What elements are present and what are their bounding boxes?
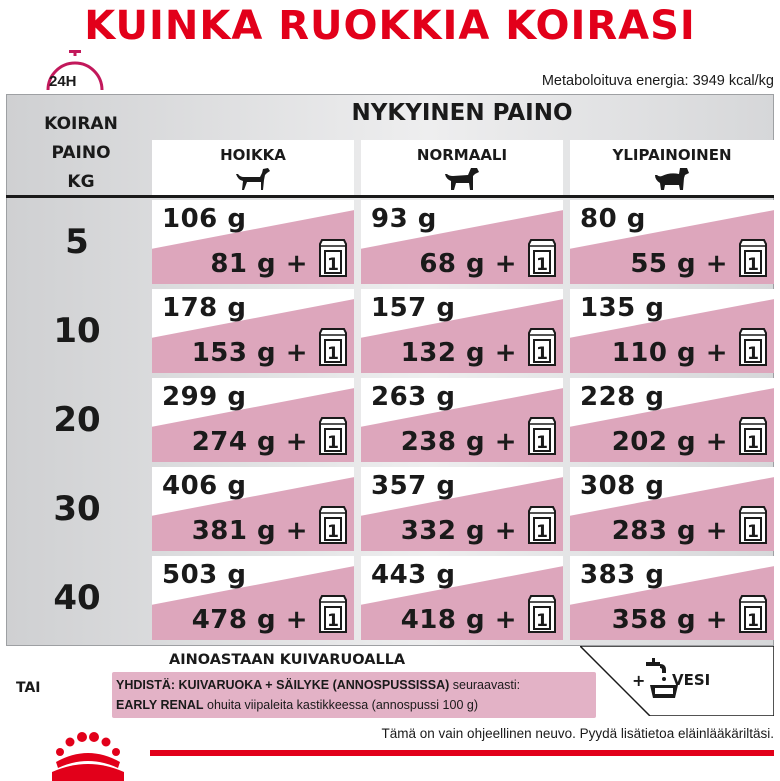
feeding-cell xyxy=(152,378,354,462)
mixed-food-amount: 202 g + xyxy=(611,427,728,457)
svg-text:1: 1 xyxy=(327,611,339,631)
column-header-normal: NORMAALI xyxy=(361,140,563,195)
mixed-food-amount: 332 g + xyxy=(400,516,517,546)
mixed-food-amount: 68 g + xyxy=(419,249,517,279)
feeding-cell xyxy=(361,467,563,551)
svg-text:1: 1 xyxy=(327,522,339,542)
pouch-icon xyxy=(318,505,348,545)
mixed-food-amount: 110 g + xyxy=(611,338,728,368)
pouch-icon xyxy=(318,594,348,634)
metabolizable-energy: Metaboloituva energia: 3949 kcal/kg xyxy=(541,73,774,89)
pouch-icon xyxy=(527,594,557,634)
royal-canin-crown-logo xyxy=(32,728,152,781)
feeding-cell xyxy=(152,556,354,640)
mixed-food-amount: 358 g + xyxy=(611,605,728,635)
mixed-food-amount: 283 g + xyxy=(611,516,728,546)
pouch-icon xyxy=(738,416,768,456)
mixed-food-amount: 381 g + xyxy=(191,516,308,546)
feeding-cell xyxy=(361,289,563,373)
feeding-cell xyxy=(152,467,354,551)
dry-food-amount: 443 g xyxy=(371,560,456,590)
svg-text:1: 1 xyxy=(327,344,339,364)
slim-dog-icon xyxy=(233,166,273,192)
column-header-overweight: YLIPAINOINEN xyxy=(570,140,774,195)
mixed-food-amount: 274 g + xyxy=(191,427,308,457)
page-title: KUINKA RUOKKIA KOIRASI xyxy=(84,3,696,49)
svg-text:1: 1 xyxy=(536,522,548,542)
dry-food-amount: 106 g xyxy=(162,204,247,234)
feeding-cell xyxy=(570,200,774,284)
feeding-cell xyxy=(570,289,774,373)
svg-text:1: 1 xyxy=(747,522,759,542)
pouch-icon xyxy=(738,505,768,545)
feeding-cell xyxy=(361,556,563,640)
svg-text:1: 1 xyxy=(747,255,759,275)
dog-weight-header: KOIRAN PAINO KG xyxy=(44,114,118,192)
feeding-cell xyxy=(570,378,774,462)
pouch-icon xyxy=(527,327,557,367)
clock-label: 24H xyxy=(49,73,77,90)
svg-text:1: 1 xyxy=(536,433,548,453)
normal-dog-icon xyxy=(442,166,482,192)
pouch-icon xyxy=(738,327,768,367)
pouch-icon xyxy=(738,238,768,278)
pouch-icon xyxy=(318,327,348,367)
dry-food-amount: 228 g xyxy=(580,382,665,412)
mixed-food-amount: 81 g + xyxy=(210,249,308,279)
svg-text:1: 1 xyxy=(747,611,759,631)
feeding-cell xyxy=(570,467,774,551)
brand-red-bar xyxy=(150,750,774,756)
dry-food-amount: 93 g xyxy=(371,204,437,234)
combination-note-line1: YHDISTÄ: KUIVARUOKA + SÄILYKE (ANNOSPUSSISSA) seuraavasti: xyxy=(116,678,521,692)
dry-food-amount: 503 g xyxy=(162,560,247,590)
feeding-cell xyxy=(152,289,354,373)
weight-row-label: 30 xyxy=(53,489,101,529)
mixed-food-amount: 153 g + xyxy=(191,338,308,368)
water-label: VESI xyxy=(672,671,711,689)
dry-food-amount: 383 g xyxy=(580,560,665,590)
svg-text:1: 1 xyxy=(536,255,548,275)
weight-row-label: 5 xyxy=(65,222,89,262)
dry-food-amount: 263 g xyxy=(371,382,456,412)
feeding-cell xyxy=(361,378,563,462)
svg-text:1: 1 xyxy=(536,611,548,631)
current-weight-header: NYKYINEN PAINO xyxy=(351,100,573,126)
dry-food-amount: 308 g xyxy=(580,471,665,501)
dry-food-amount: 357 g xyxy=(371,471,456,501)
water-plus-sign: + xyxy=(632,671,646,690)
mixed-food-amount: 132 g + xyxy=(400,338,517,368)
dry-food-amount: 406 g xyxy=(162,471,247,501)
feeding-cell xyxy=(570,556,774,640)
or-label: TAI xyxy=(16,680,41,696)
dry-food-amount: 157 g xyxy=(371,293,456,323)
overweight-dog-icon xyxy=(652,166,692,192)
dry-food-amount: 135 g xyxy=(580,293,665,323)
combination-note-line2: EARLY RENAL ohuita viipaleita kastikkeessa (annospussi 100 g) xyxy=(116,698,478,712)
column-header-slim: HOIKKA xyxy=(152,140,354,195)
mixed-food-amount: 238 g + xyxy=(400,427,517,457)
feeding-cell xyxy=(152,200,354,284)
svg-text:1: 1 xyxy=(327,433,339,453)
pouch-icon xyxy=(318,238,348,278)
weight-row-label: 40 xyxy=(53,578,101,618)
header-divider xyxy=(6,195,774,198)
svg-text:1: 1 xyxy=(747,344,759,364)
pouch-icon xyxy=(318,416,348,456)
dry-food-amount: 80 g xyxy=(580,204,646,234)
dry-food-amount: 178 g xyxy=(162,293,247,323)
svg-text:1: 1 xyxy=(327,255,339,275)
pouch-icon xyxy=(738,594,768,634)
pouch-icon xyxy=(527,505,557,545)
feeding-cell xyxy=(361,200,563,284)
weight-row-label: 20 xyxy=(53,400,101,440)
pouch-icon xyxy=(527,416,557,456)
mixed-food-amount: 55 g + xyxy=(630,249,728,279)
pouch-icon xyxy=(527,238,557,278)
dry-food-amount: 299 g xyxy=(162,382,247,412)
dry-food-only-label: AINOASTAAN KUIVARUOALLA xyxy=(169,652,406,668)
disclaimer-text: Tämä on vain ohjeellinen neuvo. Pyydä lisätietoa eläinlääkäriltäsi. xyxy=(381,726,774,741)
weight-row-label: 10 xyxy=(53,311,101,351)
mixed-food-amount: 418 g + xyxy=(400,605,517,635)
mixed-food-amount: 478 g + xyxy=(191,605,308,635)
svg-text:1: 1 xyxy=(536,344,548,364)
svg-text:1: 1 xyxy=(747,433,759,453)
